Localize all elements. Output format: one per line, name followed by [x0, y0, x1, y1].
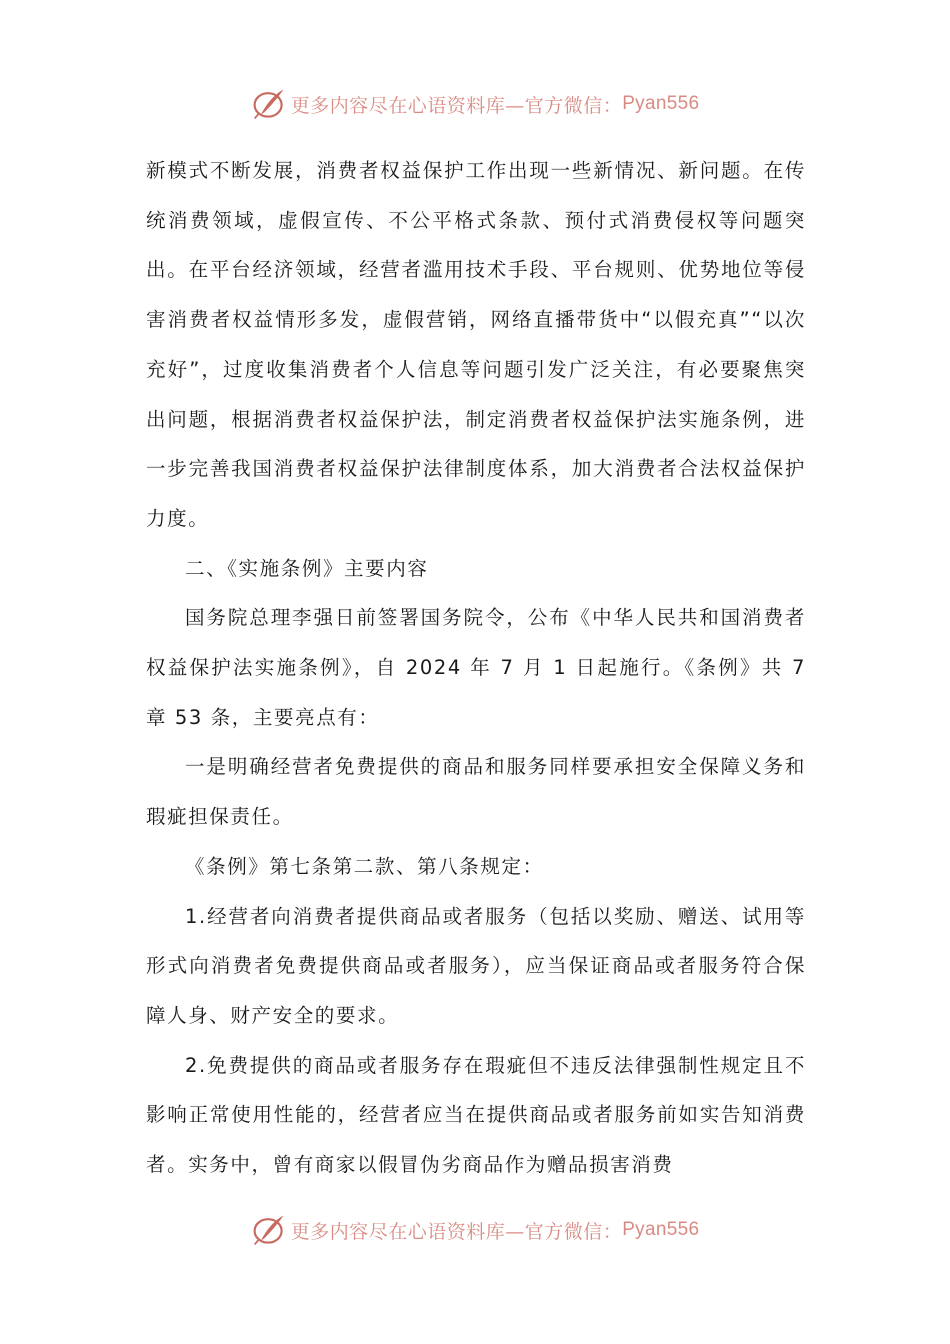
header-banner — [0, 84, 950, 124]
paragraph-announcement: 国务院总理李强日前签署国务院令，公布《中华人民共和国消费者权益保护法实施条例》，自 2024 年 7 月 1 日起施行。《条例》共 7 章 53 条，主要亮点有： — [146, 606, 806, 729]
quill-pen-logo-icon — [251, 1212, 287, 1248]
header-banner-wechat-id: Pyan556 — [622, 93, 700, 114]
paragraph-item-two: 2.免费提供的商品或者服务存在瑕疵但不违反法律强制性规定且不影响正常使用性能的，经营者应当在提供商品或者服务前如实告知消费者。实务中，曾有商家以假冒伪劣商品作为赠品损害消费 — [146, 1053, 806, 1177]
footer-banner-wechat-id: Pyan556 — [622, 1219, 700, 1240]
header-banner-text: 更多内容尽在心语资料库—官方微信： — [290, 94, 623, 117]
paragraph-highlight-one: 一是明确经营者免费提供的商品和服务同样要承担安全保障义务和瑕疵担保责任。 — [146, 755, 806, 829]
footer-banner — [0, 1210, 950, 1250]
section-heading-main-content: 二、《实施条例》主要内容 — [185, 556, 429, 580]
quill-pen-logo-icon — [251, 86, 287, 122]
paragraph-background: 新模式不断发展，消费者权益保护工作出现一些新情况、新问题。在传统消费领域，虚假宣传、不公平格式条款、预付式消费侵权等问题突出。在平台经济领域，经营者滥用技术手段、平台规则、优势地位等侵害消费者权益情形多发，虚假营销，网络直播带货中“以假充真”“以次充好”，过度收集消费者个人信息等问题引发广泛关注，有必要聚焦突出问题，根据消费者权益保护法，制定消费者权益保护法实施条例，进一步完善我国消费者权益保护法律制度体系，加大消费者合法权益保护力度。 — [146, 159, 806, 530]
document-body — [146, 146, 806, 1190]
paragraph-item-one: 1.经营者向消费者提供商品或者服务（包括以奖励、赠送、试用等形式向消费者免费提供商品或者服务），应当保证商品或者服务符合保障人身、财产安全的要求。 — [146, 904, 806, 1027]
paragraph-article-reference: 《条例》第七条第二款、第八条规定： — [185, 854, 544, 878]
footer-banner-text: 更多内容尽在心语资料库—官方微信： — [290, 1220, 623, 1243]
